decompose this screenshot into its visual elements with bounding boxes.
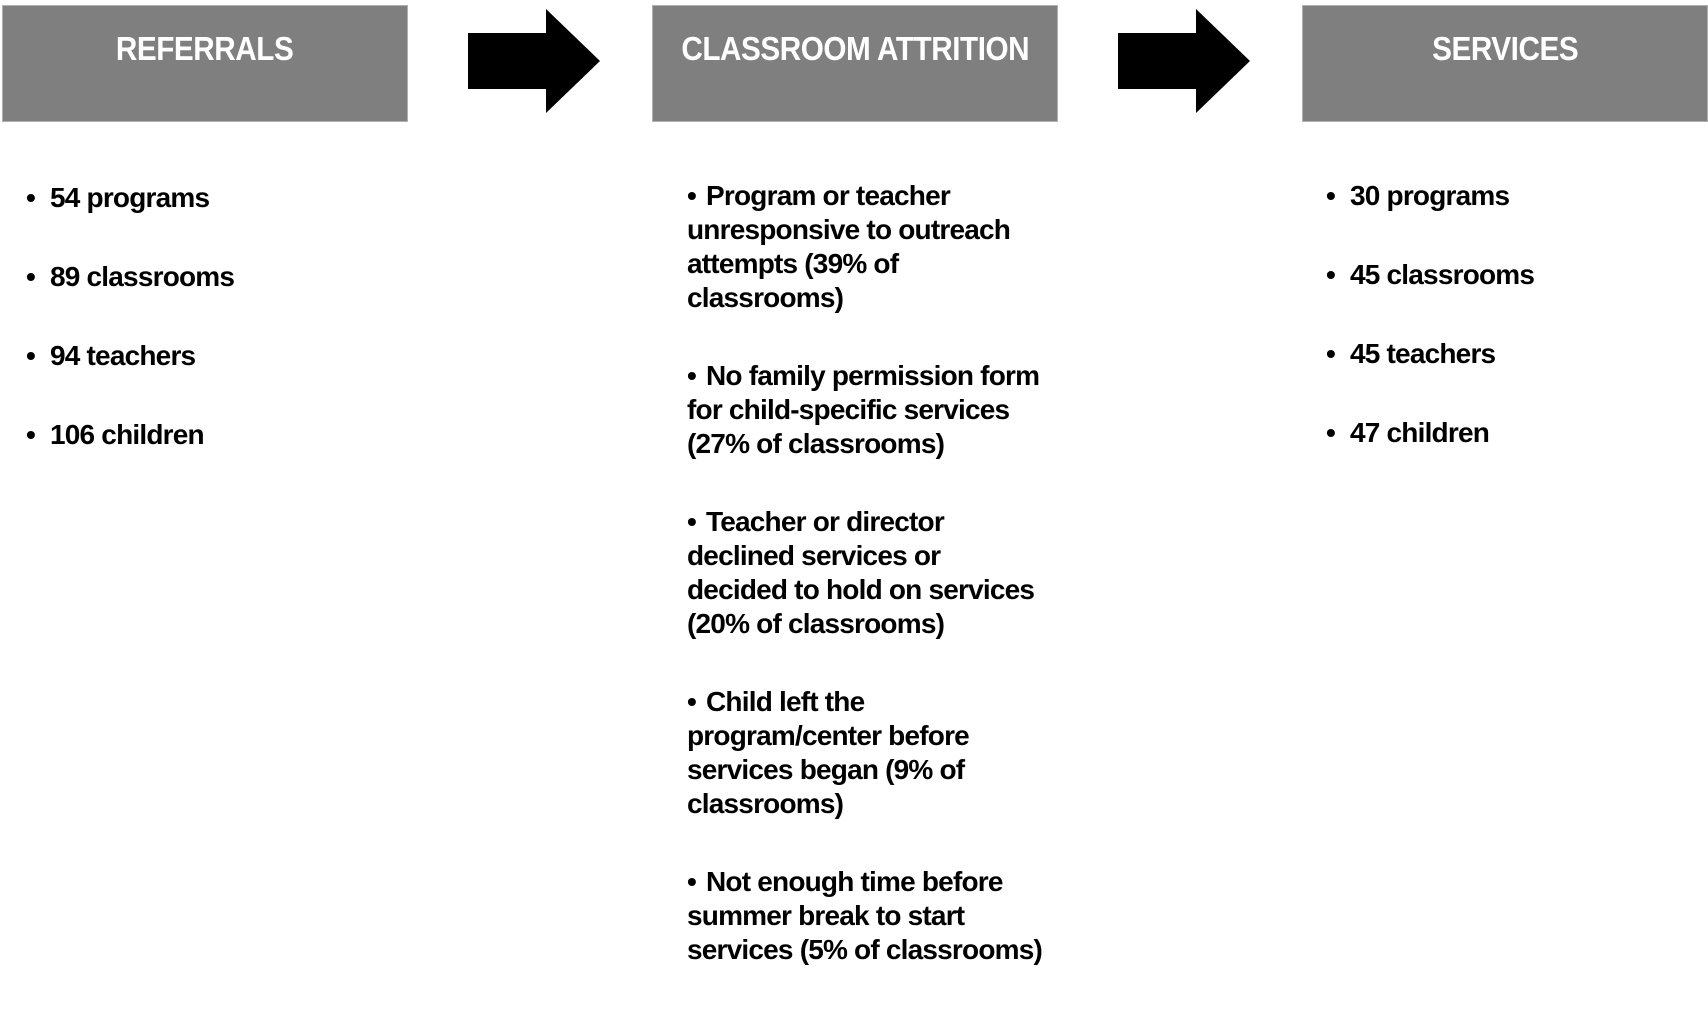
list-item: • 94 teachers: [26, 340, 196, 371]
bullet-icon: •: [26, 182, 36, 213]
bullet-icon: •: [687, 360, 697, 391]
classroom-attrition-header: [652, 5, 1058, 122]
list-item: • Teacher or director declined services or decided to hold on services (20% of classrooms): [687, 506, 1035, 639]
list-item: • Not enough time before summer break to start services (5% of classrooms): [687, 866, 1043, 965]
services-title: SERVICES: [1431, 30, 1579, 67]
list-item: • Program or teacher unresponsive to outreach attempts (39% of classrooms): [687, 180, 1011, 313]
bullet-icon: •: [26, 340, 36, 371]
list-item: • 106 children: [26, 419, 204, 450]
list-item: • 47 children: [1326, 417, 1490, 448]
bullet-icon: •: [687, 180, 697, 211]
list-item: • No family permission form for child-specific services (27% of classrooms): [687, 360, 1040, 459]
classroom-attrition-list: [676, 179, 1046, 1011]
services-list: [1326, 179, 1706, 495]
bullet-icon: •: [26, 261, 36, 292]
classroom-attrition-title: CLASSROOM ATTRITION: [681, 30, 1029, 67]
bullet-icon: •: [1326, 180, 1336, 211]
referrals-list: [26, 181, 406, 497]
list-item: • 30 programs: [1326, 180, 1510, 211]
services-header: [1302, 5, 1708, 122]
bullet-icon: •: [1326, 259, 1336, 290]
right-arrow-icon: [1118, 9, 1250, 113]
bullet-icon: •: [687, 506, 697, 537]
bullet-icon: •: [687, 866, 697, 897]
bullet-icon: •: [26, 419, 36, 450]
bullet-icon: •: [1326, 338, 1336, 369]
right-arrow-icon: [468, 9, 600, 113]
list-item: • Child left the program/center before services began (9% of classrooms): [687, 686, 969, 819]
list-item: • 54 programs: [26, 182, 210, 213]
list-item: • 45 classrooms: [1326, 259, 1535, 290]
bullet-icon: •: [1326, 417, 1336, 448]
list-item: • 89 classrooms: [26, 261, 235, 292]
bullet-icon: •: [687, 686, 697, 717]
referrals-header: [2, 5, 408, 122]
referrals-title: REFERRALS: [116, 30, 294, 67]
list-item: • 45 teachers: [1326, 338, 1496, 369]
